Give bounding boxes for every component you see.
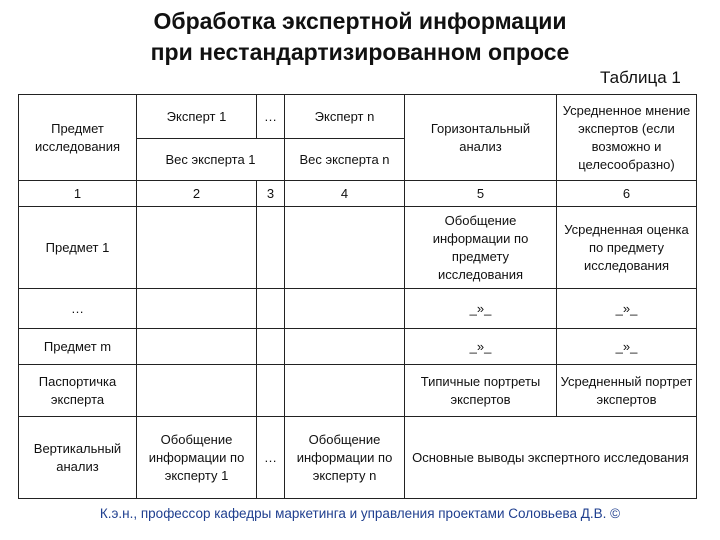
passport-averaged-portrait: Усредненный портрет экспертов [557,365,697,417]
row-label-dots: … [19,289,137,329]
row-label-subject-1: Предмет 1 [19,207,137,289]
row-label-vertical: Вертикальный анализ [19,417,137,499]
col-number-2: 2 [137,181,257,207]
subject-m-col5: _»_ [405,329,557,365]
header-expert-1: Эксперт 1 [137,95,257,139]
column-numbers-row [19,181,697,207]
table-row [19,289,697,329]
row-label-subject-m: Предмет m [19,329,137,365]
header-weight-1: Вес эксперта 1 [137,139,285,181]
title-line-2: при нестандартизированном опросе [150,39,570,65]
footer-credit: К.э.н., профессор кафедры маркетинга и управления проектами Соловьева Д.В. © [99,506,621,521]
col-number-1: 1 [19,181,137,207]
table-row [19,329,697,365]
dots-col5: _»_ [405,289,557,329]
col-number-5: 5 [405,181,557,207]
header-row [19,95,697,139]
vertical-expert-1: Обобщение информации по эксперту 1 [137,417,257,499]
dots-col6: _»_ [557,289,697,329]
analysis-table [18,94,697,499]
col-number-6: 6 [557,181,697,207]
table-row [19,417,697,499]
main-conclusions: Основные выводы экспертного исследования [405,417,697,499]
header-averaged-opinion: Усредненное мнение экспертов (если возможно и целесообразно) [557,95,697,181]
vertical-ellipsis: … [257,417,285,499]
vertical-expert-n: Обобщение информации по эксперту n [285,417,405,499]
col-number-3: 3 [257,181,285,207]
passport-typical-portraits: Типичные портреты экспертов [405,365,557,417]
header-expert-n: Эксперт n [285,95,405,139]
table-label: Таблица 1 [600,68,681,87]
table-row [19,365,697,417]
subject-1-averaged: Усредненная оценка по предмету исследования [557,207,697,289]
page-title [120,6,600,68]
subject-1-generalization: Обобщение информации по предмету исследования [405,207,557,289]
header-subject: Предмет исследования [19,95,137,181]
title-line-1: Обработка экспертной информации [153,8,567,34]
header-weight-n: Вес эксперта n [285,139,405,181]
col-number-4: 4 [285,181,405,207]
table-row [19,207,697,289]
header-ellipsis: … [257,95,285,139]
header-horizontal-analysis: Горизонтальный анализ [405,95,557,181]
row-label-passport: Паспортичка эксперта [19,365,137,417]
subject-m-col6: _»_ [557,329,697,365]
